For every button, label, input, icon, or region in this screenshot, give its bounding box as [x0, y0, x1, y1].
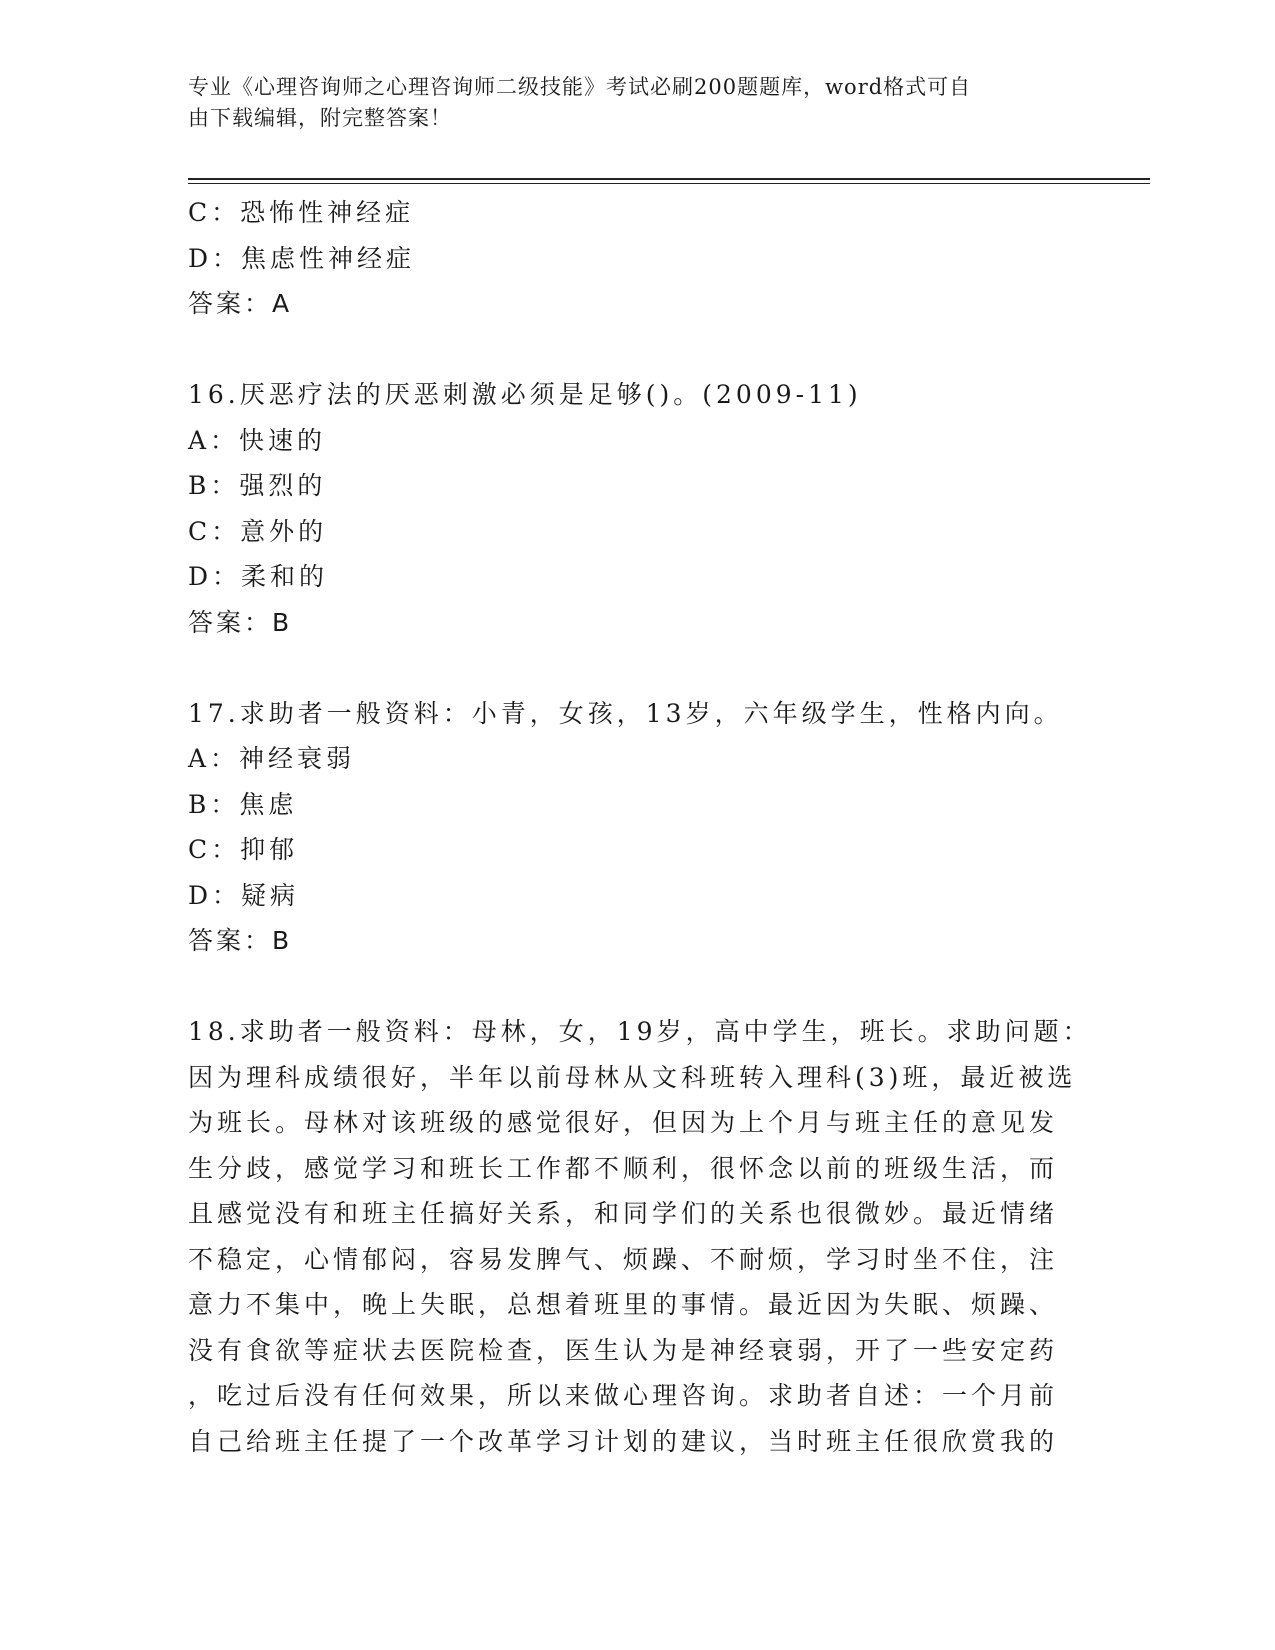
- q18-line: 生分歧，感觉学习和班长工作都不顺利，很怀念以前的班级生活，而: [188, 1153, 1059, 1183]
- q17-answer: 答案：B: [188, 926, 293, 955]
- q17-option-d: D：疑病: [188, 880, 300, 910]
- q18-line: 自己给班主任提了一个改革学习计划的建议，当时班主任很欣赏我的: [188, 1426, 1059, 1456]
- q18-line: 不稳定，心情郁闷，容易发脾气、烦躁、不耐烦，学习时坐不住，注: [188, 1244, 1059, 1274]
- spacer: [188, 645, 1088, 691]
- header-rule-thin: [188, 183, 1150, 184]
- document-header: [188, 72, 1068, 134]
- q16-option-a: A：快速的: [188, 425, 327, 455]
- q16-question: 16.厌恶疗法的厌恶刺激必须是足够()。(2009-11): [188, 380, 862, 409]
- q16-option-c: C：意外的: [188, 516, 328, 546]
- q15-answer: 答案：A: [188, 289, 293, 318]
- header-line-2: 由下载编辑，附完整答案！: [188, 106, 452, 130]
- q18-line: 且感觉没有和班主任搞好关系，和同学们的关系也很微妙。最近情绪: [188, 1199, 1059, 1228]
- q18-line: 18.求助者一般资料：母林，女，19岁，高中学生，班长。求助问题：: [188, 1017, 1092, 1046]
- q15-option-d: D：焦虑性神经症: [188, 243, 416, 273]
- q18-line: 因为理科成绩很好，半年以前母林从文科班转入理科(3)班，最近被选: [188, 1062, 1077, 1092]
- q17-option-c: C：抑郁: [188, 835, 299, 864]
- q16-option-d: D：柔和的: [188, 562, 329, 591]
- q18-line: 为班长。母林对该班级的感觉很好，但因为上个月与班主任的意见发: [188, 1108, 1059, 1137]
- q18-paragraph: [188, 1009, 1092, 1464]
- q17-option-b: B：焦虑: [188, 789, 298, 819]
- header-rule-thick: [188, 178, 1150, 180]
- question-content: [188, 190, 1092, 1464]
- q17-question: 17.求助者一般资料：小青，女孩，13岁，六年级学生，性格内向。: [188, 698, 1063, 728]
- header-line-1: 专业《心理咨询师之心理咨询师二级技能》考试必刷200题题库，word格式可自: [188, 75, 972, 99]
- q18-line: 没有食欲等症状去医院检查，医生认为是神经衰弱，开了一些安定药: [188, 1335, 1059, 1365]
- q16-option-b: B：强烈的: [188, 471, 327, 500]
- q18-line: 意力不集中，晚上失眠，总想着班里的事情。最近因为失眠、烦躁、: [188, 1290, 1059, 1319]
- q18-line: ，吃过后没有任何效果，所以来做心理咨询。求助者自述：一个月前: [188, 1381, 1059, 1410]
- spacer: [188, 327, 1088, 373]
- q15-option-c: C：恐怖性神经症: [188, 198, 415, 227]
- q17-option-a: A：神经衰弱: [188, 744, 356, 773]
- spacer: [188, 964, 1088, 1010]
- q16-answer: 答案：B: [188, 607, 293, 637]
